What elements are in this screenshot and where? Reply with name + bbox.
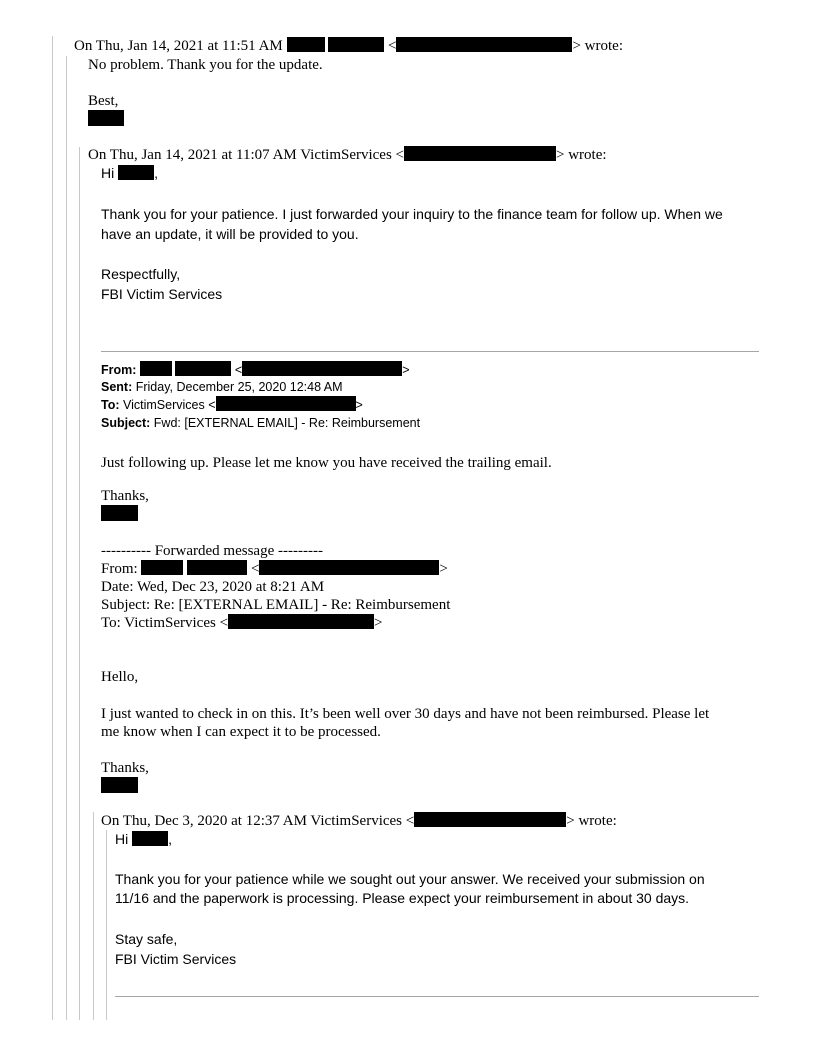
outlook-to: To: VictimServices < > — [101, 398, 363, 412]
redacted-name — [287, 37, 325, 52]
reply2-signoff: Respectfully, — [101, 266, 181, 282]
forwarded-date: Date: Wed, Dec 23, 2020 at 8:21 AM — [101, 579, 325, 595]
forwarded-greeting: Hello, — [101, 669, 139, 685]
redacted-name — [140, 361, 172, 376]
redacted-name — [118, 165, 154, 180]
followup-signature-redacted — [101, 505, 138, 524]
reply3-greeting: Hi , — [115, 831, 173, 847]
quote-bar-level4 — [93, 812, 94, 1020]
followup-body: Just following up. Please let me know you have received the trailing email. — [101, 455, 552, 471]
separator-rule — [101, 351, 759, 352]
forwarded-body-line1: I just wanted to check in on this. It’s been well over 30 days and have not been reimbursed. Please let — [101, 706, 710, 722]
separator-rule — [115, 996, 759, 997]
reply3-signoff: Stay safe, — [115, 931, 178, 947]
reply1-signoff: Best, — [88, 93, 119, 109]
reply2-header: On Thu, Jan 14, 2021 at 11:07 AM VictimServices < > wrote: — [88, 147, 607, 163]
redacted-email — [414, 812, 566, 827]
quote-bar-level3 — [79, 147, 80, 1020]
redacted-email — [242, 361, 402, 376]
reply2-signature: FBI Victim Services — [101, 286, 223, 302]
redacted-email — [259, 560, 439, 575]
redacted-email — [216, 396, 356, 411]
forwarded-signoff: Thanks, — [101, 760, 149, 776]
quote-bar-level5 — [106, 830, 107, 1020]
outlook-from: From: < > — [101, 363, 410, 377]
reply3-header: On Thu, Dec 3, 2020 at 12:37 AM VictimServices < > wrote: — [101, 813, 617, 829]
forwarded-from: From: < > — [101, 561, 448, 577]
redacted-name — [328, 37, 384, 52]
forwarded-to: To: VictimServices < > — [101, 615, 383, 631]
reply2-body-line2: have an update, it will be provided to you. — [101, 226, 359, 242]
reply1-body: No problem. Thank you for the update. — [88, 57, 323, 73]
reply2-body-line1: Thank you for your patience. I just forwarded your inquiry to the finance team for follow up. When we — [101, 206, 723, 222]
reply3-body-line2: 11/16 and the paperwork is processing. Please expect your reimbursement in about 30 days. — [115, 890, 690, 906]
forwarded-signature-redacted — [101, 777, 138, 796]
quote-bar-level1 — [52, 36, 53, 1020]
outlook-subject: Subject: Fwd: [EXTERNAL EMAIL] - Re: Reimbursement — [101, 416, 421, 430]
reply3-signature: FBI Victim Services — [115, 951, 237, 967]
forwarded-body-line2: me know when I can expect it to be processed. — [101, 724, 381, 740]
redacted-name — [187, 560, 247, 575]
redacted-name — [175, 361, 231, 376]
reply2-greeting: Hi , — [101, 165, 159, 181]
redacted-email — [396, 37, 572, 52]
reply1-header: On Thu, Jan 14, 2021 at 11:51 AM < > wrote: — [74, 38, 623, 54]
redacted-email — [404, 146, 556, 161]
outlook-sent: Sent: Friday, December 25, 2020 12:48 AM — [101, 380, 343, 394]
redacted-name — [141, 560, 183, 575]
reply1-signature-redacted — [88, 110, 124, 129]
forwarded-divider: ---------- Forwarded message --------- — [101, 543, 323, 559]
quote-bar-level2 — [66, 56, 67, 1020]
redacted-email — [228, 614, 374, 629]
followup-signoff: Thanks, — [101, 488, 149, 504]
forwarded-subject: Subject: Re: [EXTERNAL EMAIL] - Re: Reimbursement — [101, 597, 451, 613]
reply3-body-line1: Thank you for your patience while we sought out your answer. We received your submission on — [115, 871, 705, 887]
redacted-name — [132, 831, 168, 846]
